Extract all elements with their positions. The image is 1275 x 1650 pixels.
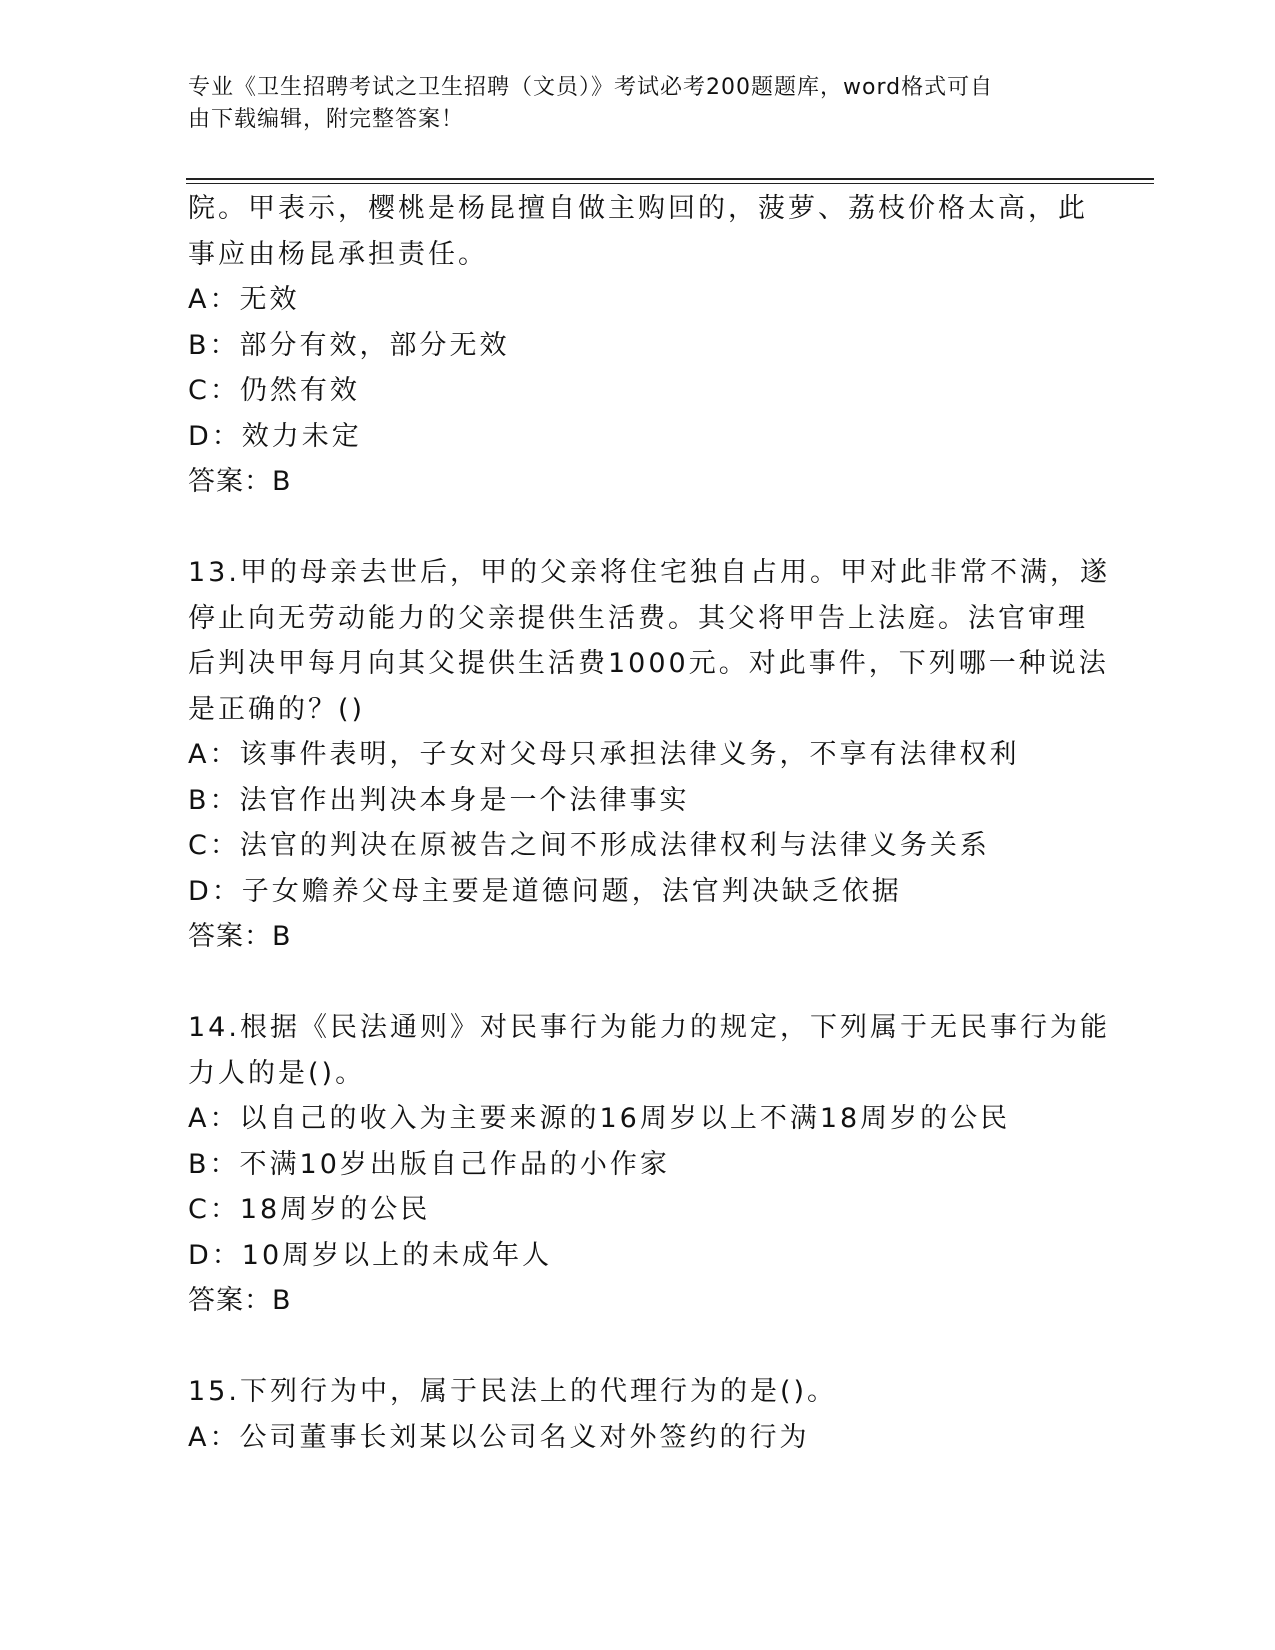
spacer (188, 505, 1088, 551)
option-d: D：效力未定 (188, 420, 362, 452)
question-text: 力人的是()。 (188, 1057, 366, 1089)
option-d: D：子女赡养父母主要是道德问题，法官判决缺乏依据 (188, 875, 902, 907)
option-a: A：无效 (188, 284, 300, 315)
question-text: 后判决甲每月向其父提供生活费1000元。对此事件，下列哪一种说法 (188, 648, 1109, 679)
question-15 (188, 1369, 1088, 1460)
answer: 答案：B (188, 921, 292, 952)
spacer (188, 960, 1088, 1006)
question-12-continuation (188, 186, 1088, 505)
answer: 答案：B (188, 466, 292, 497)
question-list (188, 186, 1110, 1460)
option-a: A：以自己的收入为主要来源的16周岁以上不满18周岁的公民 (188, 1103, 1011, 1134)
header-line-1: 专业《卫生招聘考试之卫生招聘（文员）》考试必考200题题库，word格式可自 (188, 75, 994, 100)
option-d: D：10周岁以上的未成年人 (188, 1239, 553, 1271)
option-b: B：部分有效，部分无效 (188, 329, 510, 361)
option-c: C：法官的判决在原被告之间不形成法律权利与法律义务关系 (188, 830, 990, 861)
option-c: C：18周岁的公民 (188, 1194, 431, 1225)
question-text: 13.甲的母亲去世后，甲的父亲将住宅独自占用。甲对此非常不满，遂 (188, 557, 1110, 588)
option-b: B：法官作出判决本身是一个法律事实 (188, 784, 690, 816)
question-text: 是正确的？() (188, 693, 366, 725)
header-line-2: 由下载编辑，附完整答案！ (188, 107, 465, 132)
answer: 答案：B (188, 1285, 292, 1316)
question-text: 停止向无劳动能力的父亲提供生活费。其父将甲告上法庭。法官审理 (188, 602, 1088, 634)
document-header (188, 72, 1068, 136)
option-a: A：公司董事长刘某以公司名义对外签约的行为 (188, 1421, 810, 1453)
question-text: 14.根据《民法通则》对民事行为能力的规定，下列属于无民事行为能 (188, 1012, 1110, 1043)
question-13 (188, 550, 1110, 960)
question-text: 院。甲表示，樱桃是杨昆擅自做主购回的，菠萝、荔枝价格太高，此 (188, 193, 1088, 224)
question-14 (188, 1005, 1110, 1324)
question-text: 事应由杨昆承担责任。 (188, 238, 488, 270)
header-divider (186, 178, 1154, 184)
option-a: A：该事件表明，子女对父母只承担法律义务，不享有法律权利 (188, 739, 1020, 770)
option-c: C：仍然有效 (188, 375, 360, 406)
question-text: 15.下列行为中，属于民法上的代理行为的是()。 (188, 1376, 838, 1407)
spacer (188, 1324, 1088, 1370)
option-b: B：不满10岁出版自己作品的小作家 (188, 1148, 670, 1180)
